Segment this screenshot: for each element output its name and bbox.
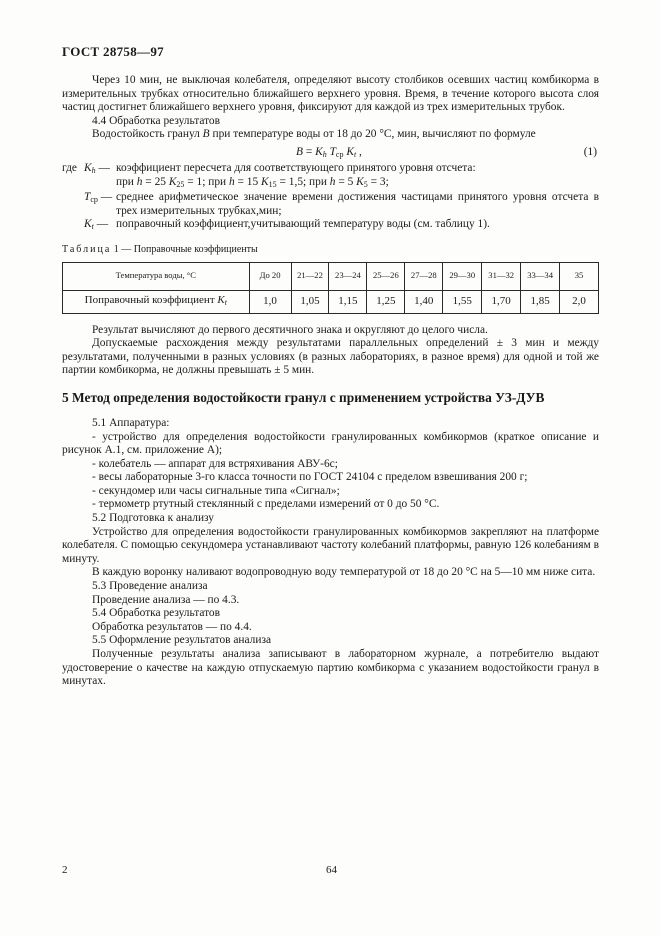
table-cell: 23—24 <box>329 262 367 290</box>
table-cell: 1,15 <box>329 290 367 313</box>
table-cell: 33—34 <box>521 262 560 290</box>
paragraph: Через 10 мин, не выключая колебателя, определяют высоту столбиков осевших частиц комбикорма в измерительных трубках относительно ближайшего верхнего уровня. Время, в течение которого высота слоя частиц достигнет ближайшего верхнего уровня, фиксируют для каждой из трех измерительных трубок. <box>62 74 599 114</box>
table-cell: 35 <box>560 262 599 290</box>
section-heading-4-4: 4.4 Обработка результатов <box>92 114 221 127</box>
definition-kt: $K_t$ — поправочный коэффициент,учитывающий температуру воды (см. таблицу 1). <box>84 218 490 232</box>
table-cell: 21—22 <box>291 262 329 290</box>
table-cell: 1,85 <box>521 290 560 313</box>
table-cell: 1,05 <box>291 290 329 313</box>
section-heading-5-1: 5.1 Аппаратура: <box>92 416 170 429</box>
table-cell: 1,25 <box>367 290 405 313</box>
list-item: - термометр ртутный стеклянный с пределами измерений от 0 до 50 °С. <box>92 498 440 511</box>
paragraph: Результат вычисляют до первого десятичного знака и округляют до целого числа. <box>92 323 488 336</box>
definition-tcp: $T_{ср}$ — среднее арифметическое значение времени достижения частицами принятого уровня отсчета в трех измерительных трубках,мин; <box>84 191 599 217</box>
section-heading-5-2: 5.2 Подготовка к анализу <box>92 512 214 525</box>
paragraph-formula-intro: Водостойкость гранул B при температуре воды от 18 до 20 °С, мин, вычисляют по формуле <box>92 128 536 141</box>
paragraph: Устройство для определения водостойкости гранулированных комбикормов закрепляют на платформе колебателя. С помощью секундомера устанавливают частоту колебаний платформы, равную 126 колебаниям в минуту. <box>62 525 599 565</box>
paragraph: Допускаемые расхождения между результатами параллельных определений ± 3 мин и между результатами, полученными в разных условиях (в разных лабораториях, в разное время) для одной и той же партии комбикорма, не должны превышать ± 5 мин. <box>62 337 599 377</box>
section-heading-5-3: 5.3 Проведение анализа <box>92 580 208 593</box>
list-item: - секундомер или часы сигнальные типа «Сигнал»; <box>92 484 340 497</box>
table-cell: 1,0 <box>249 290 291 313</box>
table-cell: 1,40 <box>405 290 443 313</box>
formula-expression: $B = K_h$ $T_{ср}$ $K_t$ , <box>296 145 362 159</box>
table-cell: 31—32 <box>482 262 521 290</box>
table-cell: 27—28 <box>405 262 443 290</box>
list-item: - колебатель — аппарат для встряхивания АВУ-6с; <box>92 457 338 470</box>
table-cell: До 20 <box>249 262 291 290</box>
section-heading-5-5: 5.5 Оформление результатов анализа <box>92 634 272 647</box>
paragraph: Обработка результатов — по 4.4. <box>92 620 252 633</box>
table-row-header: Поправочный коэффициент $K_t$ <box>63 290 250 313</box>
paragraph: В каждую воронку наливают водопроводную воду температурой от 18 до 20 °С на 5—10 мм ниже сита. <box>92 566 596 579</box>
section-heading-5-4: 5.4 Обработка результатов <box>92 607 221 620</box>
table-caption: Таблица 1 — Поправочные коэффициенты <box>62 243 258 255</box>
definition-kh: где $K_h$ — коэффициент пересчета для соответствующего принятого уровня отсчета: при h = 25 $K_{25} = 1$; при h = 15 $K_{15} = 1,5$; при h = 5 $K_5 = 3$; <box>62 162 599 191</box>
table-row-header: Температура воды, °С <box>63 262 250 290</box>
table-cell: 1,70 <box>482 290 521 313</box>
page-number-left: 2 <box>62 864 68 876</box>
page-number-center: 64 <box>326 864 337 876</box>
coefficients-table <box>62 262 599 314</box>
document-header: ГОСТ 28758—97 <box>62 44 164 59</box>
table-row-temperature <box>63 262 599 290</box>
table-cell: 1,55 <box>443 290 482 313</box>
table-cell: 29—30 <box>443 262 482 290</box>
formula-1 <box>62 144 599 161</box>
table-cell: 25—26 <box>367 262 405 290</box>
document-body <box>62 74 599 689</box>
table-cell: 2,0 <box>560 290 599 313</box>
paragraph: Полученные результаты анализа записывают в лабораторном журнале, а потребителю выдают удостоверение о качестве на каждую отпускаемую партию комбикорма с указанием водостойкости гранул в минутах. <box>62 648 599 688</box>
formula-definitions <box>62 162 599 234</box>
list-item: - устройство для определения водостойкости гранулированных комбикормов (краткое описание и рисунок А.1, см. приложение А); <box>62 430 599 457</box>
section-5-title: 5 Метод определения водостойкости гранул с применением устройства УЗ-ДУВ <box>62 389 545 405</box>
list-item: - весы лабораторные 3-го класса точности по ГОСТ 24104 с пределом взвешивания 200 г; <box>92 471 528 484</box>
paragraph: Проведение анализа — по 4.3. <box>92 593 240 606</box>
formula-number: (1) <box>583 145 597 158</box>
definition-kh-values: при h = 25 $K_{25} = 1$; при h = 15 $K_{15} = 1,5$; при h = 5 $K_5 = 3$; <box>116 175 389 189</box>
table-row-coefficient <box>63 290 599 313</box>
